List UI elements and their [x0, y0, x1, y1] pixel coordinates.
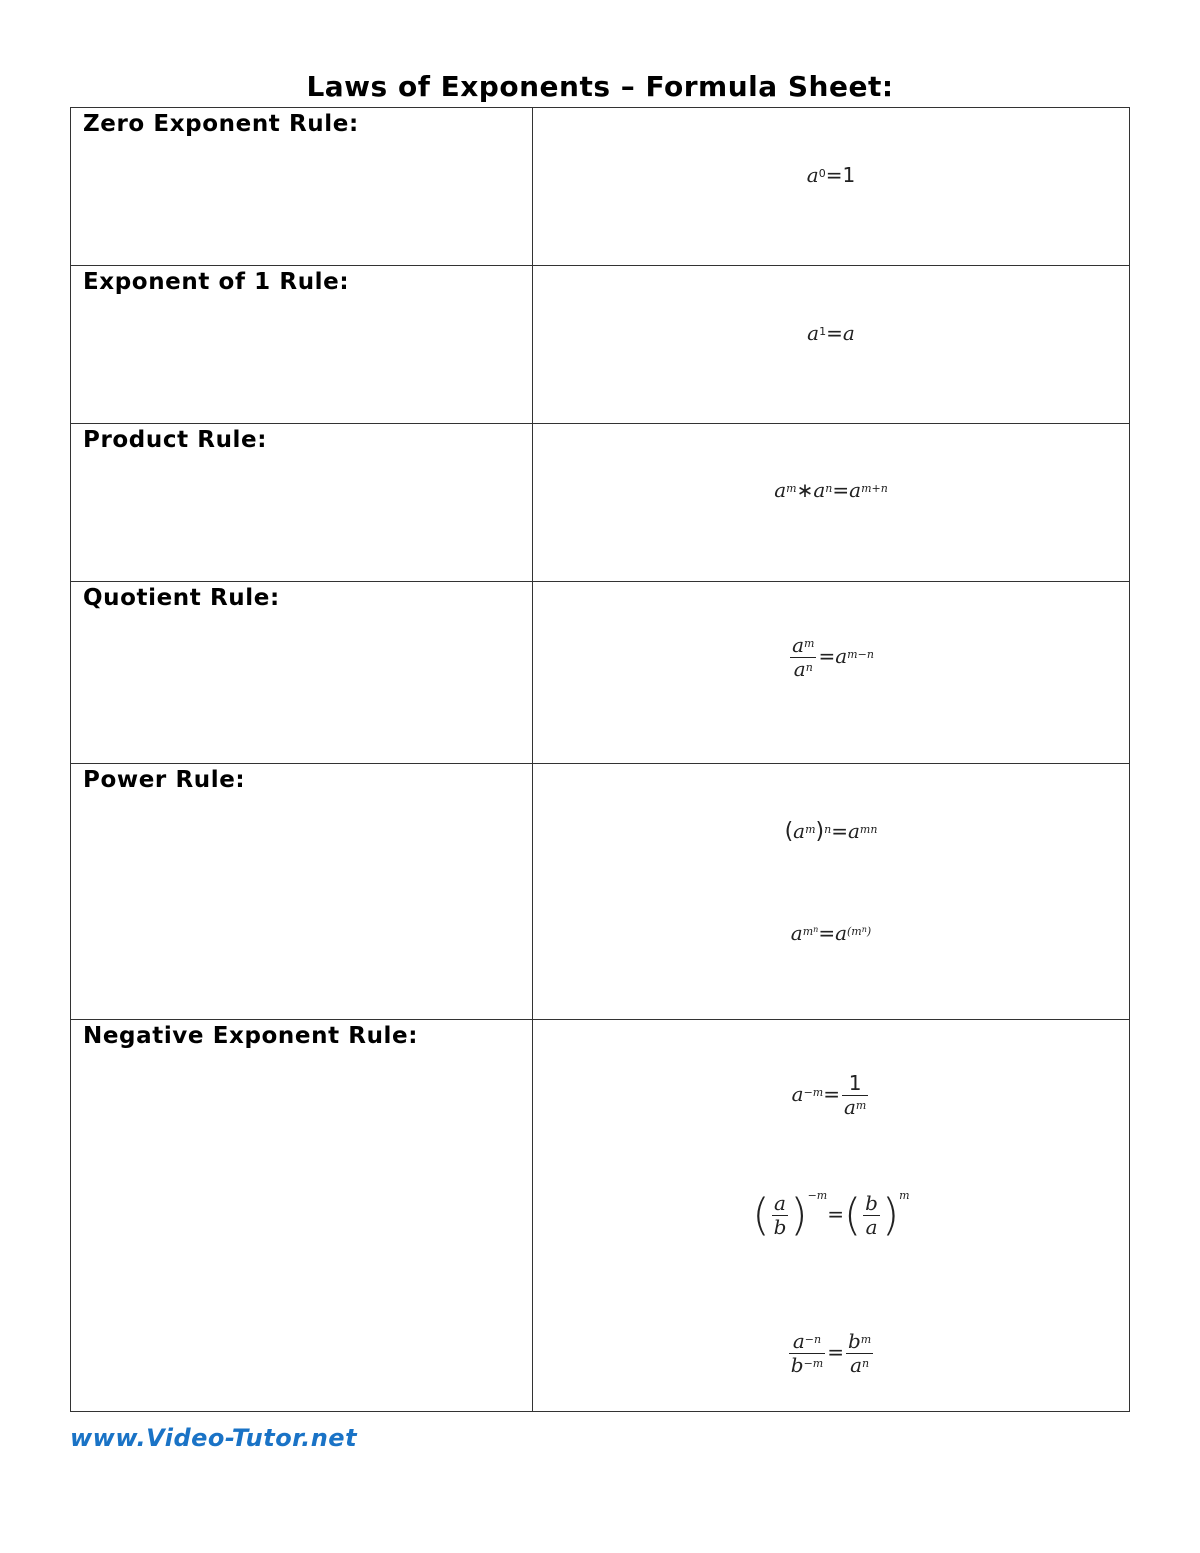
formula-expression: $(a^m)^n=a^{mn}$: [784, 819, 878, 844]
table-row: [71, 108, 1130, 266]
website-link[interactable]: www.Video-Tutor.net: [70, 1424, 358, 1452]
formula-expression: $\frac{a^{-n}}{b^{-m}}$ = $\frac{b^m}{a^n}$: [790, 1329, 872, 1377]
formula-quotient: [533, 582, 1130, 764]
formula-negative-exponent: [533, 1020, 1130, 1412]
table-row: [71, 266, 1130, 424]
formula-expression: $a^1=a$: [807, 321, 855, 345]
formula-product: [533, 424, 1130, 582]
formula-expression: $a^0=1$: [806, 163, 856, 187]
rule-name-power: Power Rule:: [71, 764, 533, 1020]
formula-exponent-of-one: [533, 266, 1130, 424]
formula-expression: ( $\frac{a}{b}$ )$^{-m}$=( $\frac{b}{a}$ )$^m$: [752, 1189, 910, 1241]
formula-expression: $a^{-m}=$ $\frac{1}{a^m}$: [791, 1071, 867, 1119]
formula-zero-exponent: [533, 108, 1130, 266]
formula-expression: $a^m∗a^n=a^{m+n}$: [774, 478, 888, 502]
table-row: [71, 424, 1130, 582]
rule-name-product: Product Rule:: [71, 424, 533, 582]
table-row: [71, 764, 1130, 1020]
rule-name-zero-exponent: Zero Exponent Rule:: [71, 108, 533, 266]
formula-expression: $a^{m^n}=a^{(m^n)}$: [790, 921, 872, 945]
exponent-rules-table: [70, 107, 1130, 1412]
rule-name-exponent-of-one: Exponent of 1 Rule:: [71, 266, 533, 424]
rule-name-quotient: Quotient Rule:: [71, 582, 533, 764]
formula-power: [533, 764, 1130, 1020]
page-title: Laws of Exponents – Formula Sheet:: [306, 70, 894, 103]
formula-expression: $\frac{a^m}{a^n}$ $=a^{m-n}$: [792, 633, 874, 681]
table-row: [71, 1020, 1130, 1412]
table-row: [71, 582, 1130, 764]
rule-name-negative-exponent: Negative Exponent Rule:: [71, 1020, 533, 1412]
